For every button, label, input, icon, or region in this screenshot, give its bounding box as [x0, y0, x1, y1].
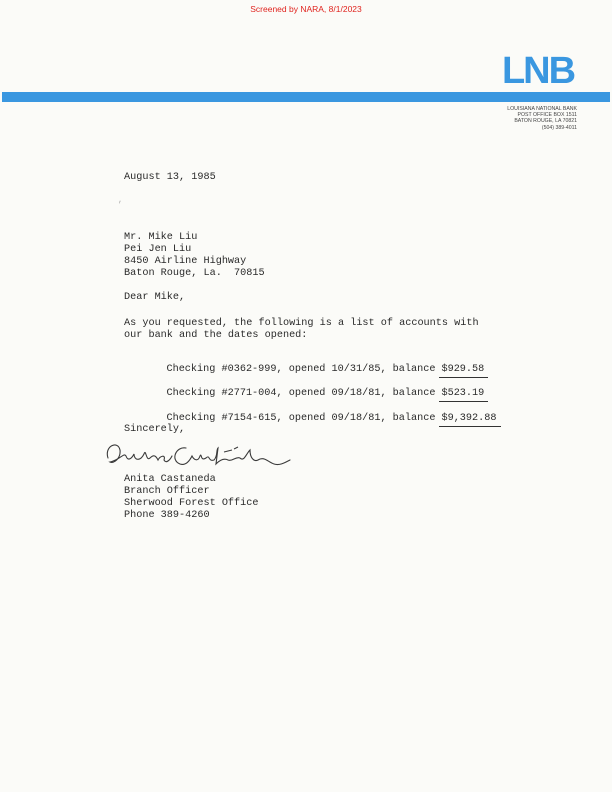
bank-address-block: [507, 106, 577, 131]
recipient-name-2: Pei Jen Liu: [124, 244, 192, 255]
signer-title: Branch Officer: [124, 486, 210, 497]
ink-smudge: ,: [118, 196, 123, 205]
account-description: Checking #2771-004, opened 09/18/81, balance: [166, 388, 436, 399]
lnb-logo: [498, 50, 578, 88]
logo-text: LNB: [501, 50, 575, 88]
account-description: Checking #7154-615, opened 09/18/81, balance: [166, 413, 436, 424]
recipient-name: Mr. Mike Liu: [124, 232, 198, 243]
salutation: Dear Mike,: [124, 292, 186, 303]
bank-po-box: POST OFFICE BOX 1511: [517, 112, 577, 119]
signer-office: Sherwood Forest Office: [124, 498, 259, 509]
account-balance: $9,392.88: [439, 413, 500, 427]
nara-screening-stamp: Screened by NARA, 8/1/2023: [250, 4, 362, 14]
bank-name: LOUISIANA NATIONAL BANK: [507, 106, 577, 112]
recipient-city: Baton Rouge, La. 70815: [124, 268, 265, 279]
letter-date: August 13, 1985: [124, 172, 216, 183]
account-balance: $929.58: [439, 364, 488, 378]
closing: Sincerely,: [124, 424, 186, 435]
letterhead-bar: [2, 92, 610, 102]
account-description: Checking #0362-999, opened 10/31/85, balance: [166, 364, 436, 375]
bank-city: BATON ROUGE, LA 70821: [514, 118, 577, 125]
handwritten-signature: [100, 436, 300, 477]
signer-phone: Phone 389-4260: [124, 510, 210, 521]
signer-name: Anita Castaneda: [124, 474, 216, 485]
account-row: [142, 401, 501, 439]
recipient-street: 8450 Airline Highway: [124, 256, 247, 267]
account-balance: $523.19: [439, 388, 488, 402]
bank-phone: (504) 389-4011: [541, 124, 577, 131]
body-line-2: our bank and the dates opened:: [124, 330, 308, 341]
body-line-1: As you requested, the following is a list of accounts with: [124, 318, 479, 329]
